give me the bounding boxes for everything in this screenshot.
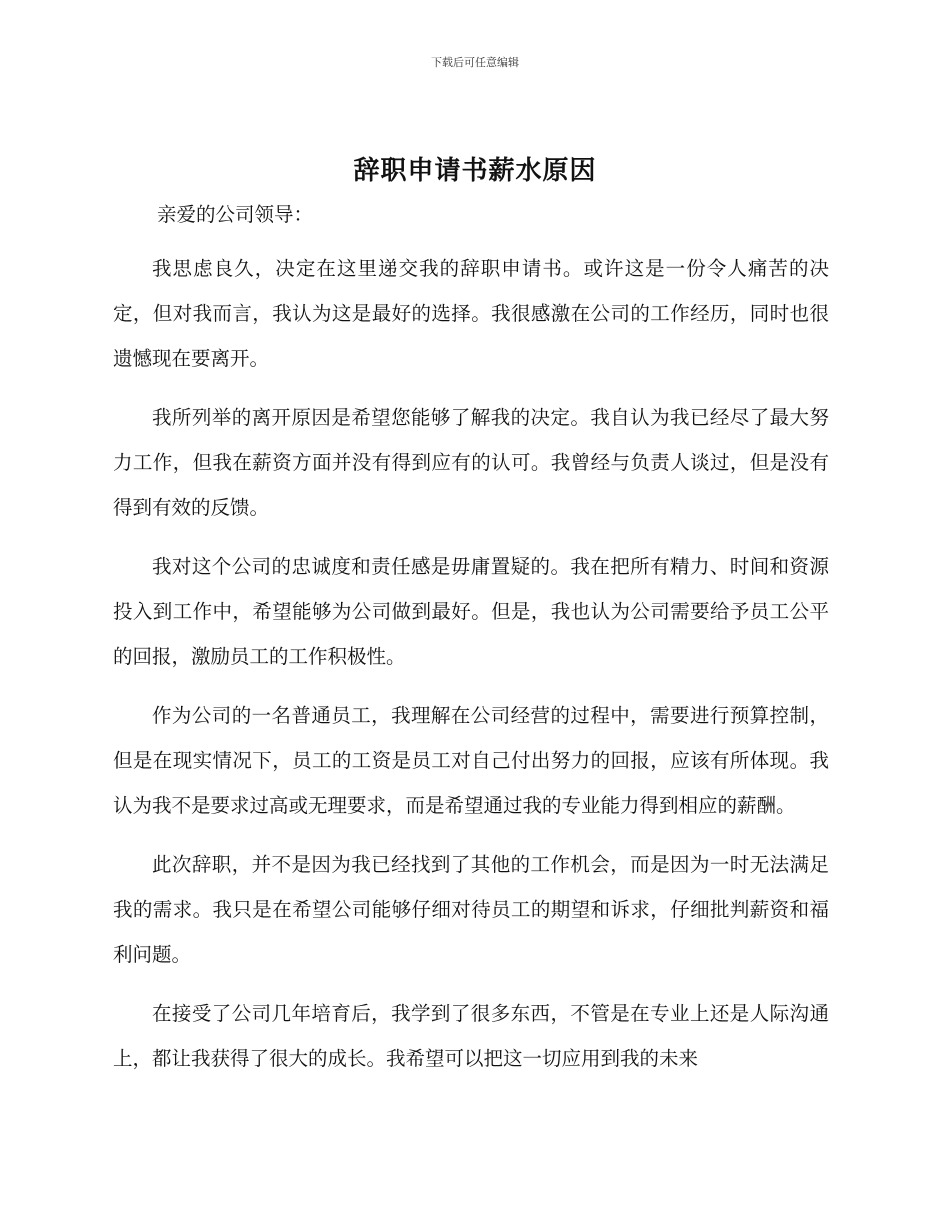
page-header-note: 下载后可任意编辑 [431, 56, 519, 69]
paragraph-3: 我对这个公司的忠诚度和责任感是毋庸置疑的。我在把所有精力、时间和资源投入到工作中，希望能够为公司做到最好。但是，我也认为公司需要给予员工公平的回报，激励员工的工作积极性。 [113, 555, 829, 668]
document-title: 辞职申请书薪水原因 [353, 156, 597, 186]
paragraph-4: 作为公司的一名普通员工，我理解在公司经营的过程中，需要进行预算控制，但是在现实情况下，员工的工资是员工对自己付出努力的回报，应该有所体现。我认为我不是要求过高或无理要求，而是希望通过我的专业能力得到相应的薪酬。 [113, 704, 829, 817]
paragraph-5: 此次辞职，并不是因为我已经找到了其他的工作机会，而是因为一时无法满足我的需求。我只是在希望公司能够仔细对待员工的期望和诉求，仔细批判薪资和福利问题。 [113, 853, 829, 966]
paragraph-6: 在接受了公司几年培育后，我学到了很多东西，不管是在专业上还是人际沟通上，都让我获得了很大的成长。我希望可以把这一切应用到我的未来 [113, 1002, 829, 1070]
salutation: 亲爱的公司领导： [157, 203, 314, 226]
paragraph-2: 我所列举的离开原因是希望您能够了解我的决定。我自认为我已经尽了最大努力工作，但我在薪资方面并没有得到应有的认可。我曾经与负责人谈过，但是没有得到有效的反馈。 [113, 406, 829, 519]
paragraph-1: 我思虑良久，决定在这里递交我的辞职申请书。或许这是一份令人痛苦的决定，但对我而言，我认为这是最好的选择。我很感激在公司的工作经历，同时也很遗憾现在要离开。 [113, 257, 829, 370]
document-body [113, 246, 829, 1095]
